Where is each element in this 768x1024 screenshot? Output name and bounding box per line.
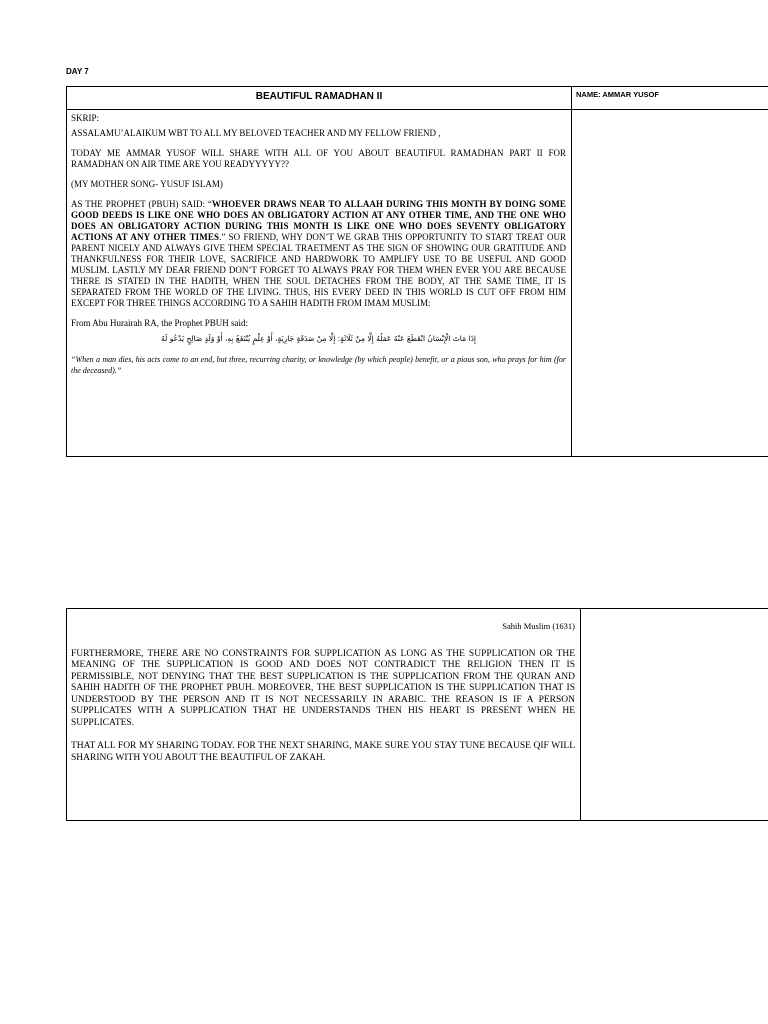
skrip-label: SKRIP: [71,113,100,123]
side-column-blank [572,110,768,457]
hadith-source: Sahih Muslim (1631) [502,621,575,631]
arabic-hadith: إِذَا مَاتَ الْإِنْسَانُ انْقَطَعَ عَنْهُ عَمَلُهُ إِلَّا مِنْ ثَلَاثَةٍ: إِلَّا مِنْ صَدَقَةٍ جَارِيَةٍ، أَوْ عِلْمٍ يُنْتَفَعُ بِهِ، أَوْ وَلَدٍ صَالِحٍ يَدْعُو لَهُ [161,334,476,343]
script-table-page-2 [66,608,768,821]
hadith-translation: “When a man dies, his acts come to an end, but three, recurring charity, or knowledge (by which people) benefit, or a pious son, who prays for him (for the deceased).” [71,355,566,375]
greeting-text: ASSALAMU’ALAIKUM WBT TO ALL MY BELOVED TEACHER AND MY FELLOW FRIEND , [71,128,441,138]
prophet-saying [71,199,566,309]
prophet-said-prefix: AS THE PROPHET (PBUH) SAID: “ [71,199,212,209]
closing-paragraph: THAT ALL FOR MY SHARING TODAY. FOR THE NEXT SHARING, MAKE SURE YOU STAY TUNE BECAUSE QIF WILL SHARING WITH YOU ABOUT THE BEAUTIFUL OF ZAKAH. [71,741,575,763]
script-body [67,110,572,457]
song-text: (MY MOTHER SONG- YUSUF ISLAM) [71,179,223,189]
prophet-said-rest: .” SO FRIEND, WHY DON’T WE GRAB THIS OPPORTUNITY TO START TREAT OUR PARENT NICELY AND ALWAYS GIVE THEM SPECIAL TRAETMENT AS THE SIGN OF SHOWING OUR GRATITUDE AND THANKFULNESS FOR THEIR LOVE, SACRIFICE AND HARDWORK TO AMPLIFY USE TO BE USEFUL AND GOOD MUSLIM. LASTLY MY DEAR FRIEND DON’T FORGET TO ALWAYS PRAY FOR THEM WHEN EVER YOU ARE BECAUSE THERE IS STATED IN THE HADITH, WHEN THE SOUL DETACHES FROM THE BODY, AT THE SAME TIME, IT IS SEPARATED FROM THE WORLD OF THE LIVING. THUS, HIS EVERY DEED IN THIS WORLD IS CUT OFF FROM HIM EXCEPT FOR THREE THINGS ACCORDING TO A SAHIH HADITH FROM IMAM MUSLIM: [71,232,566,308]
intro-text: TODAY ME AMMAR YUSOF WILL SHARE WITH ALL OF YOU ABOUT BEAUTIFUL RAMADHAN PART II FOR RAMADHAN ON AIR TIME ARE YOU READYYYYY?? [71,148,566,169]
day-label: DAY 7 [66,67,89,76]
supplication-paragraph: FURTHERMORE, THERE ARE NO CONSTRAINTS FOR SUPPLICATION AS LONG AS THE SUPPLICATION OR THE MEANING OF THE SUPPLICATION IS GOOD AND DOES NOT CONTRADICT THE RELIGION THEN IT IS PERMISSIBLE, NOT DENYING THAT THE BEST SUPPLICATION IS THE SUPPLICATION FROM THE QURAN AND SAHIH HADITH OF THE PROPHET PBUH. MOREOVER, THE BEST SUPPLICATION IS THE SUPPLICATION THAT IS UNDERSTOOD BY THE PERSON AND IT IS NOT NECESSARILY IN ARABIC. THE REASON IS IF A PERSON SUPPLICATES WITH A SUPPLICATION THAT HE UNDERSTANDS THEN HIS HEART IS PRESENT WHEN HE SUPPLICATES. [71,648,575,728]
prophet-quote: WHOEVER DRAWS NEAR TO ALLAAH DURING THIS MONTH BY DOING SOME GOOD DEEDS IS LIKE ONE WHO DOES AN OBLIGATORY ACTION AT ANY OTHER TIME, AND THE ONE WHO DOES AN OBLIGATORY ACTION DURING THIS MONTH IS LIKE ONE WHO DOES SEVENTY OBLIGATORY ACTIONS AT ANY OTHER TIMES [71,199,566,242]
side-column-blank-2 [581,609,768,821]
document-title: BEAUTIFUL RAMADHAN II [67,87,572,110]
script-table-page-1 [66,86,768,457]
script-body-continued [67,609,581,821]
name-label: NAME: AMMAR YUSOF [572,87,768,110]
narration-text: From Abu Hurairah RA, the Prophet PBUH said: [71,318,248,328]
